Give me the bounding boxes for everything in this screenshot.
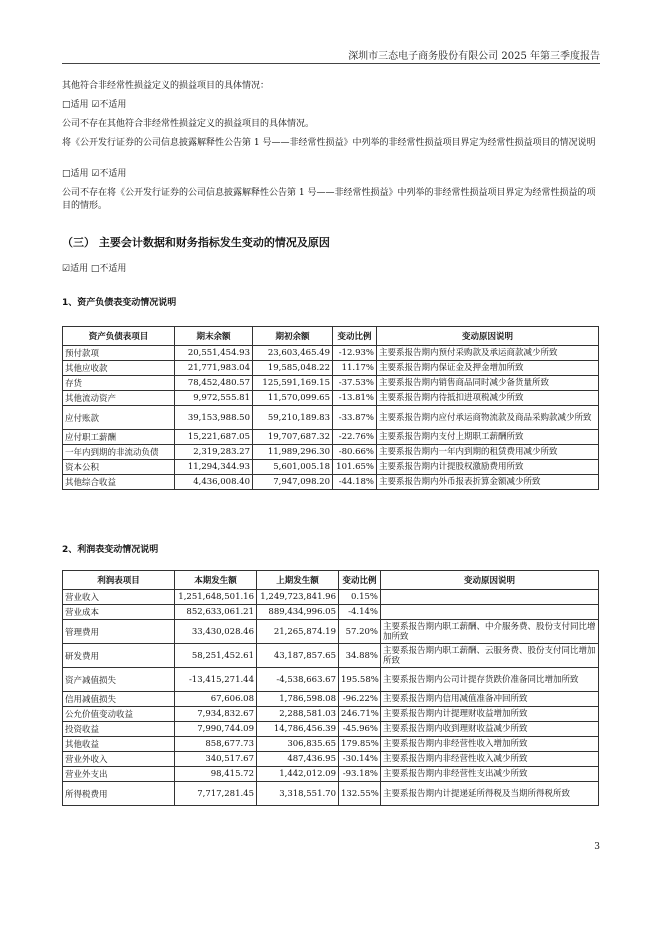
row-label: 信用减值损失 xyxy=(63,692,175,707)
begin-balance-cell: 125,591,169.15 xyxy=(253,376,333,391)
change-ratio-cell: -80.66% xyxy=(333,445,377,460)
row-label: 营业成本 xyxy=(63,605,175,620)
table-row xyxy=(63,752,599,767)
current-period-cell: 98,415.72 xyxy=(175,767,257,782)
begin-balance-cell: 59,210,189.83 xyxy=(253,406,333,430)
change-ratio-cell: -96.22% xyxy=(339,692,381,707)
table-row xyxy=(63,460,599,475)
column-header-reason: 变动原因说明 xyxy=(381,571,599,590)
row-label: 预付款项 xyxy=(63,346,175,361)
current-period-cell: 852,633,061.21 xyxy=(175,605,257,620)
table-row xyxy=(63,767,599,782)
column-header-item: 利润表项目 xyxy=(63,571,175,590)
applicable-checkbox-line-3: ☑适用 □不适用 xyxy=(62,264,127,274)
begin-balance-cell: 11,989,296.30 xyxy=(253,445,333,460)
change-ratio-cell: 11.17% xyxy=(333,361,377,376)
reason-cell: 主要系报告期内非经营性收入增加所致 xyxy=(381,737,599,752)
change-ratio-cell: 132.55% xyxy=(339,782,381,806)
table-row xyxy=(63,475,599,490)
paragraph-no-other-items: 公司不存在其他符合非经常性损益定义的损益项目的具体情况。 xyxy=(62,119,315,129)
prior-period-cell: 43,187,857.65 xyxy=(257,644,339,668)
change-ratio-cell: 179.85% xyxy=(339,737,381,752)
prior-period-cell: 1,442,012.09 xyxy=(257,767,339,782)
current-period-cell: 858,677.73 xyxy=(175,737,257,752)
table-row xyxy=(63,692,599,707)
begin-balance-cell: 5,601,005.18 xyxy=(253,460,333,475)
paragraph-other-items: 其他符合非经常性损益定义的损益项目的具体情况： xyxy=(62,81,270,91)
end-balance-cell: 9,972,555.81 xyxy=(175,391,253,406)
column-header-current-period: 本期发生额 xyxy=(175,571,257,590)
current-period-cell: 58,251,452.61 xyxy=(175,644,257,668)
end-balance-cell: 21,771,983.04 xyxy=(175,361,253,376)
table-row xyxy=(63,590,599,605)
prior-period-cell: 306,835.65 xyxy=(257,737,339,752)
current-period-cell: 7,717,281.45 xyxy=(175,782,257,806)
change-ratio-cell: -13.81% xyxy=(333,391,377,406)
begin-balance-cell: 11,570,099.65 xyxy=(253,391,333,406)
reason-cell: 主要系报告期内计提理财收益增加所致 xyxy=(381,707,599,722)
reason-cell: 主要系报告期内计提递延所得税及当期所得税所致 xyxy=(381,782,599,806)
table-row xyxy=(63,668,599,692)
row-label: 营业收入 xyxy=(63,590,175,605)
change-ratio-cell: 34.88% xyxy=(339,644,381,668)
table-row xyxy=(63,445,599,460)
row-label: 管理费用 xyxy=(63,620,175,644)
balance-sheet-table xyxy=(62,326,599,490)
table-header-row xyxy=(63,327,599,346)
change-ratio-cell: -37.53% xyxy=(333,376,377,391)
table-row xyxy=(63,620,599,644)
change-ratio-cell: -33.87% xyxy=(333,406,377,430)
change-ratio-cell: -44.18% xyxy=(333,475,377,490)
row-label: 其他收益 xyxy=(63,737,175,752)
reason-cell: 主要系报告期内职工薪酬、云服务费、股份支付同比增加所致 xyxy=(381,644,599,668)
change-ratio-cell: 0.15% xyxy=(339,590,381,605)
row-label: 其他流动资产 xyxy=(63,391,175,406)
reason-cell: 主要系报告期内待抵扣进项税减少所致 xyxy=(377,391,599,406)
reason-cell: 主要系报告期内非经营性收入减少所致 xyxy=(381,752,599,767)
paragraph-reclassification-note: 将《公开发行证券的公司信息披露解释性公告第 1 号——非经常性损益》中列举的非经常性损益项目界定为经常性损益项目的情况说明 xyxy=(62,138,596,148)
reason-cell: 主要系报告期内应付承运商物流款及商品采购款减少所致 xyxy=(377,406,599,430)
table-header-row xyxy=(63,571,599,590)
change-ratio-cell: -12.93% xyxy=(333,346,377,361)
column-header-end-balance: 期末余额 xyxy=(175,327,253,346)
reason-cell: 主要系报告期内收到理财收益减少所致 xyxy=(381,722,599,737)
end-balance-cell: 78,452,480.57 xyxy=(175,376,253,391)
reason-cell: 主要系报告期内销售商品同时减少备货量所致 xyxy=(377,376,599,391)
current-period-cell: 7,934,832.67 xyxy=(175,707,257,722)
change-ratio-cell: -30.14% xyxy=(339,752,381,767)
table-row xyxy=(63,737,599,752)
header-divider xyxy=(62,63,600,64)
row-label: 应付账款 xyxy=(63,406,175,430)
table-row xyxy=(63,782,599,806)
current-period-cell: -13,415,271.44 xyxy=(175,668,257,692)
prior-period-cell: 2,288,581.03 xyxy=(257,707,339,722)
end-balance-cell: 11,294,344.93 xyxy=(175,460,253,475)
reason-cell: 主要系报告期内外币报表折算金额减少所致 xyxy=(377,475,599,490)
column-header-change-ratio: 变动比例 xyxy=(339,571,381,590)
begin-balance-cell: 7,947,098.20 xyxy=(253,475,333,490)
current-period-cell: 7,990,744.09 xyxy=(175,722,257,737)
current-period-cell: 67,606.08 xyxy=(175,692,257,707)
table-row xyxy=(63,644,599,668)
table-row xyxy=(63,361,599,376)
end-balance-cell: 15,221,687.05 xyxy=(175,430,253,445)
table-row xyxy=(63,605,599,620)
prior-period-cell: 3,318,551.70 xyxy=(257,782,339,806)
row-label: 其他应收款 xyxy=(63,361,175,376)
income-statement-table xyxy=(62,570,599,806)
table-row xyxy=(63,722,599,737)
row-label: 营业外收入 xyxy=(63,752,175,767)
prior-period-cell: -4,538,663.67 xyxy=(257,668,339,692)
row-label: 投资收益 xyxy=(63,722,175,737)
prior-period-cell: 21,265,874.19 xyxy=(257,620,339,644)
row-label: 资本公积 xyxy=(63,460,175,475)
end-balance-cell: 2,319,283.27 xyxy=(175,445,253,460)
reason-cell: 主要系报告期内职工薪酬、中介服务费、股份支付同比增加所致 xyxy=(381,620,599,644)
end-balance-cell: 39,153,988.50 xyxy=(175,406,253,430)
reason-cell: 主要系报告期内计提股权激励费用所致 xyxy=(377,460,599,475)
paragraph-no-reclassification: 公司不存在将《公开发行证券的公司信息披露解释性公告第 1 号——非经常性损益》中列举的非经常性损益项目界定为经常性损益的项目的情形。 xyxy=(62,188,596,211)
table-row xyxy=(63,346,599,361)
reason-cell: 主要系报告期内信用减值准备冲回所致 xyxy=(381,692,599,707)
column-header-begin-balance: 期初余额 xyxy=(253,327,333,346)
column-header-item: 资产负债表项目 xyxy=(63,327,175,346)
change-ratio-cell: -22.76% xyxy=(333,430,377,445)
report-header-title: 深圳市三态电子商务股份有限公司 2025 年第三季度报告 xyxy=(348,51,600,62)
reason-cell xyxy=(381,590,599,605)
row-label: 研发费用 xyxy=(63,644,175,668)
reason-cell: 主要系报告期内公司计提存货跌价准备同比增加所致 xyxy=(381,668,599,692)
table-row xyxy=(63,707,599,722)
prior-period-cell: 1,786,598.08 xyxy=(257,692,339,707)
current-period-cell: 340,517.67 xyxy=(175,752,257,767)
change-ratio-cell: 101.65% xyxy=(333,460,377,475)
row-label: 资产减值损失 xyxy=(63,668,175,692)
table-row xyxy=(63,406,599,430)
prior-period-cell: 14,786,456.39 xyxy=(257,722,339,737)
end-balance-cell: 20,551,454.93 xyxy=(175,346,253,361)
column-header-prior-period: 上期发生额 xyxy=(257,571,339,590)
balance-sheet-subtitle: 1、资产负债表变动情况说明 xyxy=(62,298,177,308)
income-statement-subtitle: 2、利润表变动情况说明 xyxy=(62,545,159,555)
change-ratio-cell: 195.58% xyxy=(339,668,381,692)
table-row xyxy=(63,430,599,445)
current-period-cell: 33,430,028.46 xyxy=(175,620,257,644)
reason-cell: 主要系报告期内一年内到期的租赁费用减少所致 xyxy=(377,445,599,460)
change-ratio-cell: -45.96% xyxy=(339,722,381,737)
change-ratio-cell: -93.18% xyxy=(339,767,381,782)
row-label: 所得税费用 xyxy=(63,782,175,806)
prior-period-cell: 487,436.95 xyxy=(257,752,339,767)
row-label: 应付职工薪酬 xyxy=(63,430,175,445)
reason-cell: 主要系报告期内预付采购款及承运商款减少所致 xyxy=(377,346,599,361)
begin-balance-cell: 23,603,465.49 xyxy=(253,346,333,361)
row-label: 营业外支出 xyxy=(63,767,175,782)
table-row xyxy=(63,376,599,391)
column-header-change-ratio: 变动比例 xyxy=(333,327,377,346)
row-label: 存货 xyxy=(63,376,175,391)
reason-cell xyxy=(381,605,599,620)
reason-cell: 主要系报告期内保证金及押金增加所致 xyxy=(377,361,599,376)
change-ratio-cell: 246.71% xyxy=(339,707,381,722)
current-period-cell: 1,251,648,501.16 xyxy=(175,590,257,605)
row-label: 一年内到期的非流动负债 xyxy=(63,445,175,460)
change-ratio-cell: 57.20% xyxy=(339,620,381,644)
prior-period-cell: 889,434,996.05 xyxy=(257,605,339,620)
begin-balance-cell: 19,585,048.22 xyxy=(253,361,333,376)
page-number: 3 xyxy=(594,842,600,852)
row-label: 公允价值变动收益 xyxy=(63,707,175,722)
begin-balance-cell: 19,707,687.32 xyxy=(253,430,333,445)
end-balance-cell: 4,436,008.40 xyxy=(175,475,253,490)
column-header-reason: 变动原因说明 xyxy=(377,327,599,346)
applicable-checkbox-line-2: □适用 ☑不适用 xyxy=(62,169,127,179)
reason-cell: 主要系报告期内非经营性支出减少所致 xyxy=(381,767,599,782)
reason-cell: 主要系报告期内支付上期职工薪酬所致 xyxy=(377,430,599,445)
applicable-checkbox-line-1: □适用 ☑不适用 xyxy=(62,100,127,110)
change-ratio-cell: -4.14% xyxy=(339,605,381,620)
prior-period-cell: 1,249,723,841.96 xyxy=(257,590,339,605)
section-title-changes: （三） 主要会计数据和财务指标发生变动的情况及原因 xyxy=(62,236,330,249)
table-row xyxy=(63,391,599,406)
row-label: 其他综合收益 xyxy=(63,475,175,490)
